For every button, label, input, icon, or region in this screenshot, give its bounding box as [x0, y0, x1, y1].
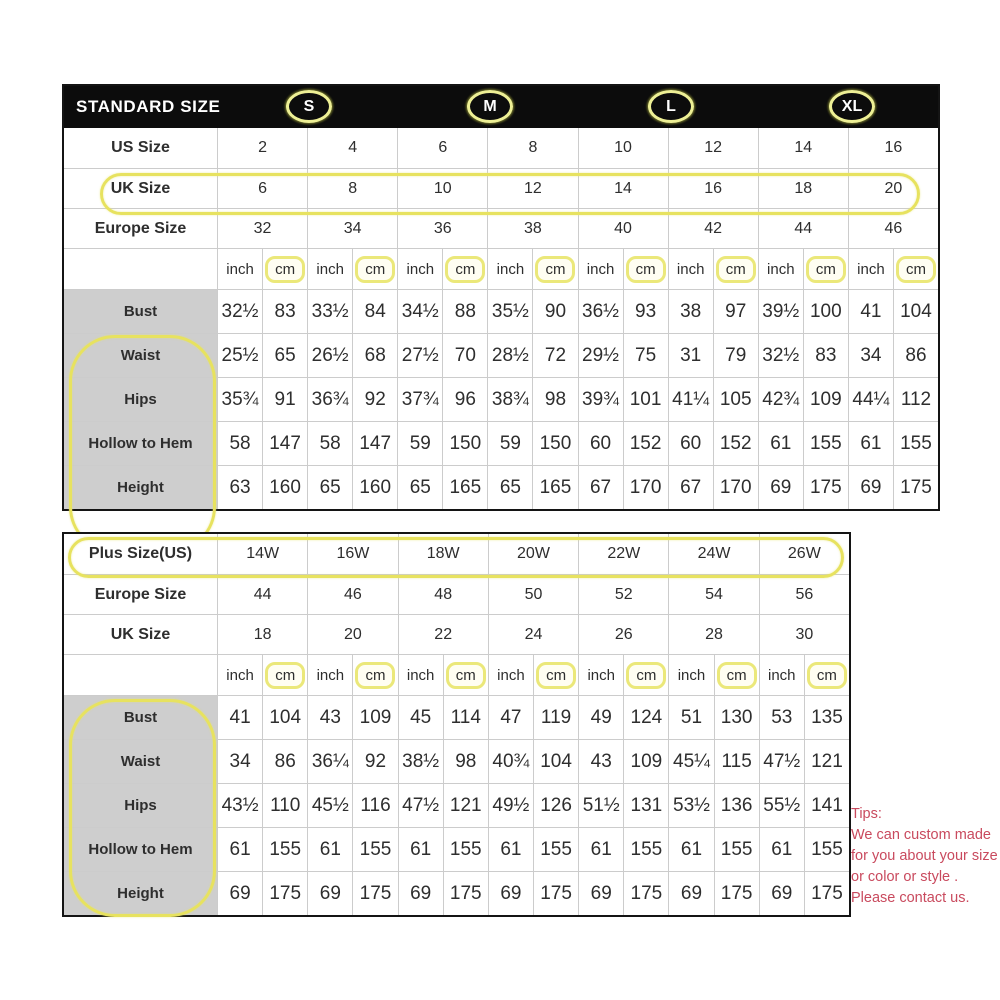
measurement-cell: 41¼: [668, 377, 713, 421]
unit-cell-cm: [623, 248, 668, 289]
cm-highlight-badge: cm: [806, 256, 846, 283]
measurement-cell: 70: [442, 333, 487, 377]
measurement-label: Height: [64, 465, 217, 509]
cm-highlight-badge: cm: [896, 256, 936, 283]
measurement-cell: 175: [533, 871, 578, 915]
standard-size-header-bar: [64, 86, 938, 128]
measurement-cell: 44¼: [848, 377, 893, 421]
cm-highlight-badge: cm: [265, 662, 305, 689]
size-cell: 22: [398, 614, 488, 654]
measurement-cell: 92: [352, 739, 397, 783]
size-cell: 2: [217, 128, 307, 168]
tips-line: or color or style .: [851, 869, 959, 886]
measurement-cell: 72: [532, 333, 577, 377]
measurement-cell: 90: [532, 289, 577, 333]
measurement-cell: 45: [398, 695, 443, 739]
measurement-cell: 116: [352, 783, 397, 827]
measurement-cell: 175: [352, 871, 397, 915]
measurement-cell: 119: [533, 695, 578, 739]
measurement-cell: 39½: [758, 289, 803, 333]
measurement-cell: 61: [578, 827, 623, 871]
measurement-cell: 27½: [397, 333, 442, 377]
size-cell: 18: [758, 168, 848, 208]
size-cell: 32: [217, 208, 307, 248]
measurement-label: Height: [64, 871, 217, 915]
size-cell: 56: [759, 574, 849, 614]
measurement-cell: 84: [352, 289, 397, 333]
unit-cell-inch: inch: [488, 654, 533, 695]
measurement-cell: 109: [352, 695, 397, 739]
measurement-cell: 67: [578, 465, 623, 509]
measurement-cell: 36½: [578, 289, 623, 333]
measurement-cell: 98: [443, 739, 488, 783]
measurement-cell: 51: [668, 695, 713, 739]
measurement-cell: 147: [352, 421, 397, 465]
measurement-cell: 155: [714, 827, 759, 871]
measurement-label: Hips: [64, 377, 217, 421]
size-cell: 20: [307, 614, 397, 654]
measurement-cell: 68: [352, 333, 397, 377]
measurement-cell: 38½: [398, 739, 443, 783]
size-cell: 6: [217, 168, 307, 208]
size-cell: 4: [307, 128, 397, 168]
measurement-cell: 109: [623, 739, 668, 783]
measurement-cell: 41: [217, 695, 262, 739]
cm-highlight-badge: cm: [265, 256, 305, 283]
measurement-cell: 61: [758, 421, 803, 465]
unit-cell-inch: inch: [668, 654, 713, 695]
size-circle-l: L: [648, 90, 694, 123]
unit-cell-inch: inch: [578, 248, 623, 289]
unit-cell-cm: [352, 248, 397, 289]
measurement-cell: 42¾: [758, 377, 803, 421]
size-cell: 12: [668, 128, 758, 168]
measurement-cell: 45¼: [668, 739, 713, 783]
measurement-cell: 69: [398, 871, 443, 915]
measurement-label: Hollow to Hem: [64, 421, 217, 465]
measurement-cell: 115: [714, 739, 759, 783]
measurement-cell: 36¾: [307, 377, 352, 421]
unit-cell-cm: [713, 248, 758, 289]
measurement-cell: 170: [623, 465, 668, 509]
measurement-cell: 121: [804, 739, 849, 783]
size-cell: 28: [668, 614, 758, 654]
size-cell: 24: [488, 614, 578, 654]
measurement-cell: 61: [398, 827, 443, 871]
unit-cell-cm: [893, 248, 938, 289]
cm-highlight-badge: cm: [717, 662, 757, 689]
measurement-cell: 150: [442, 421, 487, 465]
size-cell: 10: [397, 168, 487, 208]
measurement-label: Bust: [64, 695, 217, 739]
measurement-cell: 25½: [217, 333, 262, 377]
size-row-label: Europe Size: [64, 208, 217, 248]
measurement-cell: 110: [262, 783, 307, 827]
cm-highlight-badge: cm: [535, 256, 575, 283]
size-cell: 20W: [488, 534, 578, 574]
measurement-cell: 155: [533, 827, 578, 871]
size-cell: 18W: [398, 534, 488, 574]
measurement-cell: 33½: [307, 289, 352, 333]
size-cell: 14W: [217, 534, 307, 574]
measurement-cell: 104: [893, 289, 938, 333]
size-cell: 46: [848, 208, 938, 248]
measurement-cell: 155: [443, 827, 488, 871]
size-circle-m: M: [467, 90, 513, 123]
size-cell: 40: [578, 208, 668, 248]
size-cell: 54: [668, 574, 758, 614]
size-cell: 14: [578, 168, 668, 208]
unit-cell-cm: [262, 248, 307, 289]
measurement-cell: 101: [623, 377, 668, 421]
measurement-cell: 155: [262, 827, 307, 871]
measurement-cell: 35¾: [217, 377, 262, 421]
size-row-label: Europe Size: [64, 574, 217, 614]
measurement-cell: 61: [668, 827, 713, 871]
measurement-cell: 75: [623, 333, 668, 377]
measurement-cell: 47: [488, 695, 533, 739]
measurement-cell: 49: [578, 695, 623, 739]
measurement-cell: 141: [804, 783, 849, 827]
measurement-cell: 83: [803, 333, 848, 377]
size-cell: 16W: [307, 534, 397, 574]
measurement-cell: 100: [803, 289, 848, 333]
unit-cell-cm: [623, 654, 668, 695]
size-row-label: Plus Size(US): [64, 534, 217, 574]
measurement-label: Hollow to Hem: [64, 827, 217, 871]
size-circle-xl: XL: [829, 90, 875, 123]
measurement-cell: 43½: [217, 783, 262, 827]
measurement-cell: 61: [759, 827, 804, 871]
measurement-cell: 43: [307, 695, 352, 739]
measurement-label: Waist: [64, 333, 217, 377]
size-cell: 6: [397, 128, 487, 168]
size-cell: 24W: [668, 534, 758, 574]
size-cell: 34: [307, 208, 397, 248]
unit-cell-inch: inch: [668, 248, 713, 289]
size-cell: 44: [217, 574, 307, 614]
measurement-cell: 28½: [487, 333, 532, 377]
measurement-cell: 150: [532, 421, 577, 465]
measurement-cell: 136: [714, 783, 759, 827]
cm-highlight-badge: cm: [626, 662, 666, 689]
measurement-cell: 69: [668, 871, 713, 915]
measurement-cell: 155: [893, 421, 938, 465]
measurement-label: Bust: [64, 289, 217, 333]
measurement-cell: 175: [262, 871, 307, 915]
measurement-cell: 97: [713, 289, 758, 333]
measurement-label: Hips: [64, 783, 217, 827]
unit-cell-cm: [532, 248, 577, 289]
tips-line: for you about your size: [851, 848, 998, 865]
measurement-cell: 65: [262, 333, 307, 377]
measurement-cell: 43: [578, 739, 623, 783]
measurement-cell: 36¼: [307, 739, 352, 783]
measurement-cell: 152: [623, 421, 668, 465]
measurement-cell: 53½: [668, 783, 713, 827]
measurement-cell: 69: [848, 465, 893, 509]
size-cell: 52: [578, 574, 668, 614]
measurement-cell: 155: [803, 421, 848, 465]
unit-cell-inch: inch: [487, 248, 532, 289]
size-cell: 46: [307, 574, 397, 614]
measurement-cell: 124: [623, 695, 668, 739]
size-cell: 12: [487, 168, 577, 208]
size-cell: 20: [848, 168, 938, 208]
measurement-cell: 83: [262, 289, 307, 333]
unit-row-empty-label: [64, 248, 217, 289]
measurement-cell: 49½: [488, 783, 533, 827]
plus-size-table: [62, 532, 851, 917]
measurement-cell: 34½: [397, 289, 442, 333]
measurement-cell: 59: [487, 421, 532, 465]
measurement-cell: 175: [623, 871, 668, 915]
size-cell: 8: [307, 168, 397, 208]
measurement-cell: 41: [848, 289, 893, 333]
measurement-cell: 61: [488, 827, 533, 871]
measurement-label: Waist: [64, 739, 217, 783]
size-cell: 50: [488, 574, 578, 614]
measurement-cell: 105: [713, 377, 758, 421]
measurement-cell: 79: [713, 333, 758, 377]
measurement-cell: 53: [759, 695, 804, 739]
measurement-cell: 34: [848, 333, 893, 377]
measurement-cell: 69: [307, 871, 352, 915]
measurement-cell: 130: [714, 695, 759, 739]
measurement-cell: 155: [804, 827, 849, 871]
size-cell: 16: [848, 128, 938, 168]
unit-cell-inch: inch: [398, 654, 443, 695]
size-cell: 16: [668, 168, 758, 208]
cm-highlight-badge: cm: [716, 256, 756, 283]
measurement-cell: 58: [307, 421, 352, 465]
measurement-cell: 58: [217, 421, 262, 465]
measurement-cell: 121: [443, 783, 488, 827]
unit-cell-inch: inch: [307, 248, 352, 289]
measurement-cell: 86: [262, 739, 307, 783]
size-cell: 22W: [578, 534, 668, 574]
unit-cell-cm: [714, 654, 759, 695]
measurement-cell: 47½: [398, 783, 443, 827]
measurement-cell: 91: [262, 377, 307, 421]
measurement-cell: 65: [397, 465, 442, 509]
cm-highlight-badge: cm: [355, 662, 395, 689]
cm-highlight-badge: cm: [807, 662, 847, 689]
measurement-cell: 126: [533, 783, 578, 827]
size-cell: 44: [758, 208, 848, 248]
size-cell: 38: [487, 208, 577, 248]
measurement-cell: 60: [578, 421, 623, 465]
size-cell: 14: [758, 128, 848, 168]
measurement-cell: 69: [217, 871, 262, 915]
cm-highlight-badge: cm: [536, 662, 576, 689]
measurement-cell: 63: [217, 465, 262, 509]
cm-highlight-badge: cm: [355, 256, 395, 283]
measurement-cell: 155: [623, 827, 668, 871]
unit-cell-inch: inch: [578, 654, 623, 695]
unit-cell-cm: [352, 654, 397, 695]
cm-highlight-badge: cm: [446, 662, 486, 689]
measurement-cell: 88: [442, 289, 487, 333]
measurement-cell: 165: [532, 465, 577, 509]
measurement-cell: 59: [397, 421, 442, 465]
tips-title: Tips:: [851, 806, 882, 822]
measurement-cell: 175: [804, 871, 849, 915]
unit-cell-cm: [442, 248, 487, 289]
measurement-cell: 38: [668, 289, 713, 333]
measurement-cell: 69: [759, 871, 804, 915]
size-row-label: UK Size: [64, 168, 217, 208]
cm-highlight-badge: cm: [626, 256, 666, 283]
measurement-cell: 147: [262, 421, 307, 465]
unit-cell-cm: [443, 654, 488, 695]
measurement-cell: 61: [848, 421, 893, 465]
size-cell: 36: [397, 208, 487, 248]
measurement-cell: 131: [623, 783, 668, 827]
unit-cell-inch: inch: [759, 654, 804, 695]
measurement-cell: 26½: [307, 333, 352, 377]
measurement-cell: 38¾: [487, 377, 532, 421]
measurement-cell: 175: [803, 465, 848, 509]
size-cell: 18: [217, 614, 307, 654]
cm-highlight-badge: cm: [445, 256, 485, 283]
unit-cell-inch: inch: [758, 248, 803, 289]
size-row-label: UK Size: [64, 614, 217, 654]
measurement-cell: 29½: [578, 333, 623, 377]
size-cell: 42: [668, 208, 758, 248]
measurement-cell: 35½: [487, 289, 532, 333]
unit-cell-inch: inch: [307, 654, 352, 695]
measurement-cell: 160: [352, 465, 397, 509]
size-cell: 26W: [759, 534, 849, 574]
measurement-cell: 32½: [217, 289, 262, 333]
size-cell: 26: [578, 614, 668, 654]
size-circle-s: S: [286, 90, 332, 123]
unit-cell-inch: inch: [397, 248, 442, 289]
measurement-cell: 65: [307, 465, 352, 509]
size-cell: 10: [578, 128, 668, 168]
measurement-cell: 69: [488, 871, 533, 915]
unit-cell-inch: inch: [848, 248, 893, 289]
measurement-cell: 93: [623, 289, 668, 333]
measurement-cell: 37¾: [397, 377, 442, 421]
measurement-cell: 65: [487, 465, 532, 509]
measurement-cell: 61: [307, 827, 352, 871]
measurement-cell: 96: [442, 377, 487, 421]
standard-size-table: [62, 84, 940, 511]
unit-cell-cm: [262, 654, 307, 695]
plus-size-grid: [64, 534, 849, 915]
size-cell: 8: [487, 128, 577, 168]
measurement-cell: 160: [262, 465, 307, 509]
tips-line: Please contact us.: [851, 890, 970, 907]
measurement-cell: 86: [893, 333, 938, 377]
unit-cell-inch: inch: [217, 654, 262, 695]
measurement-cell: 165: [442, 465, 487, 509]
measurement-cell: 39¾: [578, 377, 623, 421]
measurement-cell: 104: [262, 695, 307, 739]
measurement-cell: 104: [533, 739, 578, 783]
tips-line: We can custom made: [851, 827, 991, 844]
size-cell: 30: [759, 614, 849, 654]
measurement-cell: 175: [443, 871, 488, 915]
custom-tips-note: [851, 804, 999, 909]
unit-cell-inch: inch: [217, 248, 262, 289]
size-row-label: US Size: [64, 128, 217, 168]
measurement-cell: 32½: [758, 333, 803, 377]
measurement-cell: 60: [668, 421, 713, 465]
measurement-cell: 92: [352, 377, 397, 421]
measurement-cell: 31: [668, 333, 713, 377]
measurement-cell: 55½: [759, 783, 804, 827]
measurement-cell: 40¾: [488, 739, 533, 783]
measurement-cell: 51½: [578, 783, 623, 827]
unit-cell-cm: [804, 654, 849, 695]
measurement-cell: 152: [713, 421, 758, 465]
measurement-cell: 109: [803, 377, 848, 421]
measurement-cell: 69: [578, 871, 623, 915]
measurement-cell: 67: [668, 465, 713, 509]
measurement-cell: 69: [758, 465, 803, 509]
measurement-cell: 175: [893, 465, 938, 509]
measurement-cell: 175: [714, 871, 759, 915]
measurement-cell: 170: [713, 465, 758, 509]
measurement-cell: 155: [352, 827, 397, 871]
measurement-cell: 112: [893, 377, 938, 421]
size-cell: 48: [398, 574, 488, 614]
measurement-cell: 47½: [759, 739, 804, 783]
standard-size-title: STANDARD SIZE: [76, 97, 221, 116]
measurement-cell: 98: [532, 377, 577, 421]
unit-cell-cm: [803, 248, 848, 289]
measurement-cell: 45½: [307, 783, 352, 827]
standard-size-grid: [64, 128, 938, 509]
measurement-cell: 135: [804, 695, 849, 739]
measurement-cell: 114: [443, 695, 488, 739]
measurement-cell: 34: [217, 739, 262, 783]
unit-cell-cm: [533, 654, 578, 695]
unit-row-empty-label: [64, 654, 217, 695]
measurement-cell: 61: [217, 827, 262, 871]
